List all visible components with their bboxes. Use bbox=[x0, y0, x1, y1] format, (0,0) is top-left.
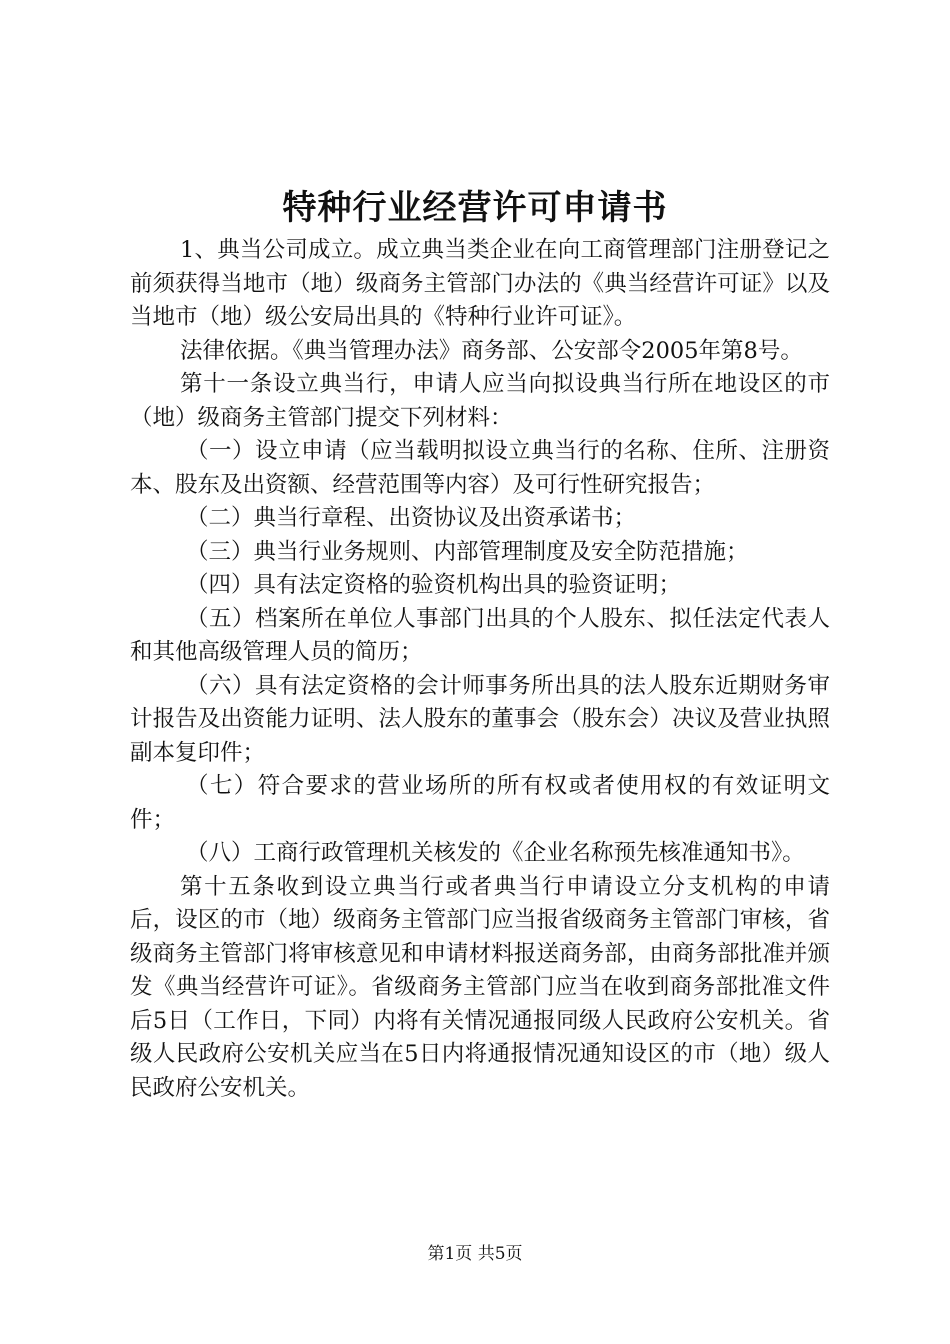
paragraph-legal-basis: 法律依据。《典当管理办法》商务部、公安部令2005年第8号。 bbox=[180, 337, 803, 364]
paragraph-article-11: 第十一条设立典当行，申请人应当向拟设典当行所在地设区的市（地）级商务主管部门提交下列材料： bbox=[130, 371, 830, 431]
list-item-6: （六）具有法定资格的会计师事务所出具的法人股东近期财务审计报告及出资能力证明、法人股东的董事会（股东会）决议及营业执照副本复印件； bbox=[130, 672, 830, 766]
list-item-3: （三）典当行业务规则、内部管理制度及安全防范措施； bbox=[186, 538, 749, 565]
paragraph-establishment: 1、典当公司成立。成立典当类企业在向工商管理部门注册登记之前须获得当地市（地）级商务主管部门办法的《典当经营许可证》以及当地市（地）级公安局出具的《特种行业许可证》。 bbox=[130, 237, 830, 330]
list-item-8: （八）工商行政管理机关核发的《企业名称预先核准通知书》。 bbox=[186, 840, 805, 866]
list-item-4: （四）具有法定资格的验资机构出具的验资证明； bbox=[186, 572, 682, 598]
list-item-7: （七）符合要求的营业场所的所有权或者使用权的有效证明文件； bbox=[130, 773, 830, 833]
list-item-1: （一）设立申请（应当载明拟设立典当行的名称、住所、注册资本、股东及出资额、经营范围等内容）及可行性研究报告； bbox=[130, 438, 830, 498]
paragraph-article-15: 第十五条收到设立典当行或者典当行申请设立分支机构的申请后，设区的市（地）级商务主管部门应当报省级商务主管部门审核，省级商务主管部门将审核意见和申请材料报送商务部，由商务部批准并颁发《典当经营许可证》。省级商务主管部门应当在收到商务部批准文件后5日（工作日，下同）内将有关情况通报同级人民政府公安机关。省级人民政府公安机关应当在5日内将通报情况通知设区的市（地）级人民政府公安机关。 bbox=[130, 873, 830, 1101]
page-footer: 第1页 共5页 bbox=[427, 1244, 523, 1264]
list-item-2: （二）典当行章程、出资协议及出资承诺书； bbox=[186, 505, 637, 531]
list-item-5: （五）档案所在单位人事部门出具的个人股东、拟任法定代表人和其他高级管理人员的简历； bbox=[130, 605, 830, 665]
document-title: 特种行业经营许可申请书 bbox=[282, 188, 668, 228]
document-body bbox=[130, 234, 830, 1105]
